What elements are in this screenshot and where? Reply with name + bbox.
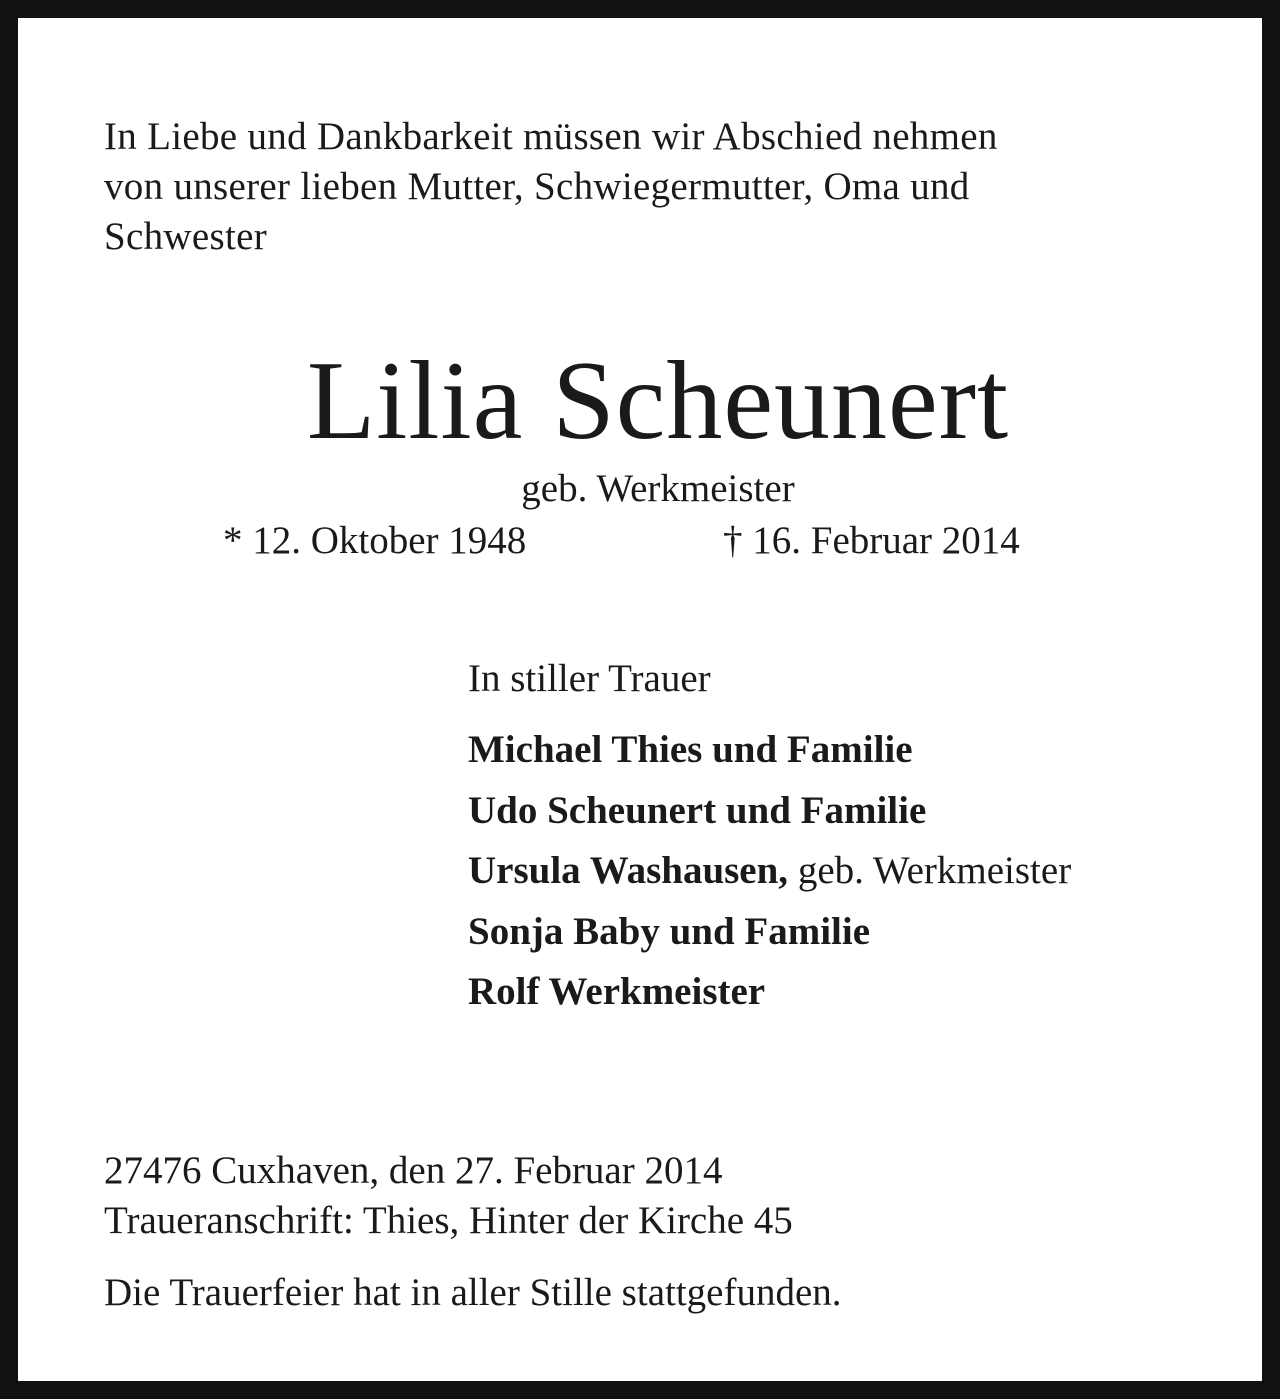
ceremony-note: Die Trauerfeier hat in aller Stille stattgefunden. [104, 1271, 842, 1314]
mourner-name: Ursula Washausen, [468, 849, 789, 892]
mourner-item [468, 841, 1071, 902]
mourner-item [468, 962, 1071, 1023]
mourner-item [468, 902, 1071, 963]
intro-line: In Liebe und Dankbarkeit müssen wir Abschied nehmen [104, 115, 998, 158]
footer-block [104, 1146, 793, 1246]
mourner-name: Sonja Baby und Familie [468, 909, 871, 953]
mourner-item [468, 781, 1071, 842]
mourner-name: Udo Scheunert und Familie [468, 788, 927, 832]
mourner-name: Michael Thies und Familie [468, 728, 913, 771]
mourner-note: geb. Werkmeister [788, 849, 1072, 892]
death-date: † 16. Februar 2014 [723, 519, 1020, 562]
birth-date: * 12. Oktober 1948 [223, 519, 527, 562]
intro-text [104, 112, 1224, 262]
deceased-name: Lilia Scheunert [306, 339, 1010, 463]
intro-line: Schwester [104, 215, 267, 258]
mourning-heading: In stiller Trauer [468, 657, 711, 700]
place-date: 27476 Cuxhaven, den 27. Februar 2014 [104, 1149, 723, 1192]
maiden-name: geb. Werkmeister [521, 467, 795, 510]
mourner-name: Rolf Werkmeister [468, 970, 766, 1013]
mourning-address: Traueranschrift: Thies, Hinter der Kirche 45 [104, 1199, 793, 1242]
intro-line: von unserer lieben Mutter, Schwiegermutter, Oma und [104, 165, 970, 208]
mourner-item [468, 720, 1071, 781]
mourners-list [468, 720, 1071, 1023]
